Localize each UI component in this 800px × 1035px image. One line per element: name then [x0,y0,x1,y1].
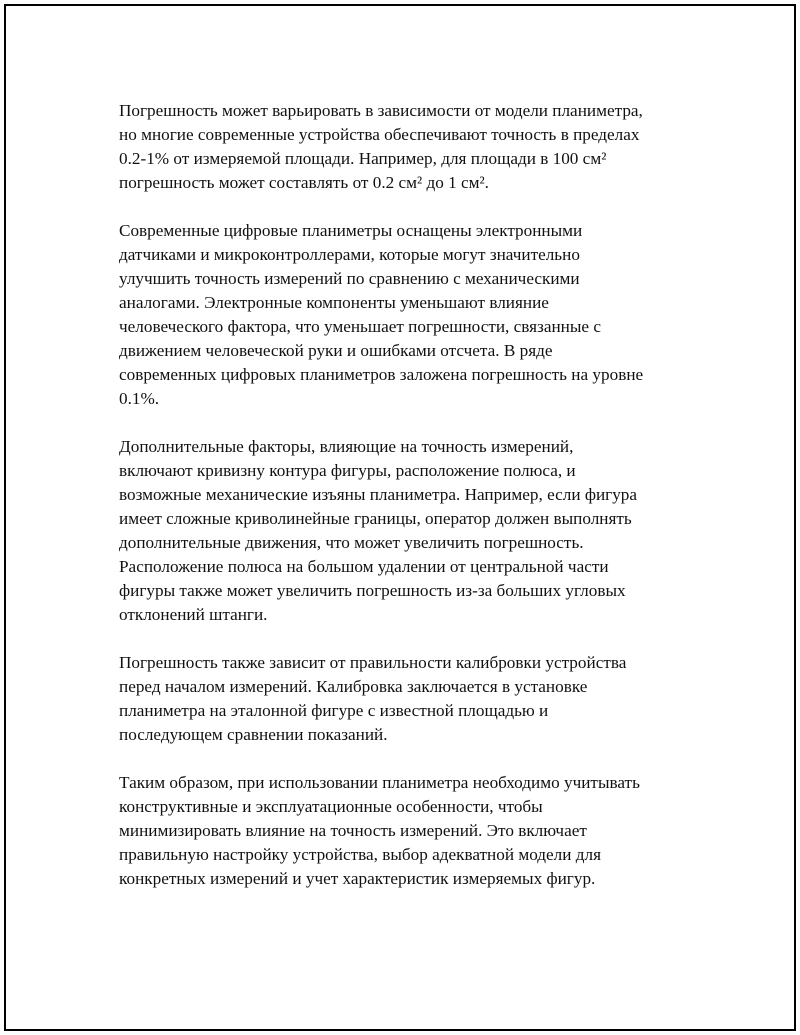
document-body [119,99,694,915]
paragraph-additional-factors: Дополнительные факторы, влияющие на точность измерений, включают кривизну контура фигуры, расположение полюса, и возможные механические изъяны планиметра. Например, если фигура имеет сложные криволинейные границы, оператор должен выполнять дополнительные движения, что может увеличить погрешность. Расположение полюса на большом удалении от центральной части фигуры также может увеличить погрешность из-за больших угловых отклонений штанги. [119,437,638,624]
paragraph-calibration: Погрешность также зависит от правильности калибровки устройства перед началом измерений. Калибровка заключается в установке планиметра на эталонной фигуре с известной площадью и последующем сравнении показаний. [119,653,627,744]
paragraph-accuracy-range: Погрешность может варьировать в зависимости от модели планиметра, но многие современные устройства обеспечивают точность в пределах 0.2-1% от измеряемой площади. Например, для площади в 100 см² погрешность может составлять от 0.2 см² до 1 см². [119,101,643,192]
paragraph-digital-planimeters: Современные цифровые планиметры оснащены электронными датчиками и микроконтроллерами, которые могут значительно улучшить точность измерений по сравнению с механическими аналогами. Электронные компоненты уменьшают влияние человеческого фактора, что уменьшает погрешности, связанные с движением человеческой руки и ошибками отсчета. В ряде современных цифровых планиметров заложена погрешность на уровне 0.1%. [119,221,644,408]
page-frame [4,4,796,1031]
paragraph-conclusion: Таким образом, при использовании планиметра необходимо учитывать конструктивные и эксплуатационные особенности, чтобы минимизировать влияние на точность измерений. Это включает правильную настройку устройства, выбор адекватной модели для конкретных измерений и учет характеристик измеряемых фигур. [119,773,640,888]
